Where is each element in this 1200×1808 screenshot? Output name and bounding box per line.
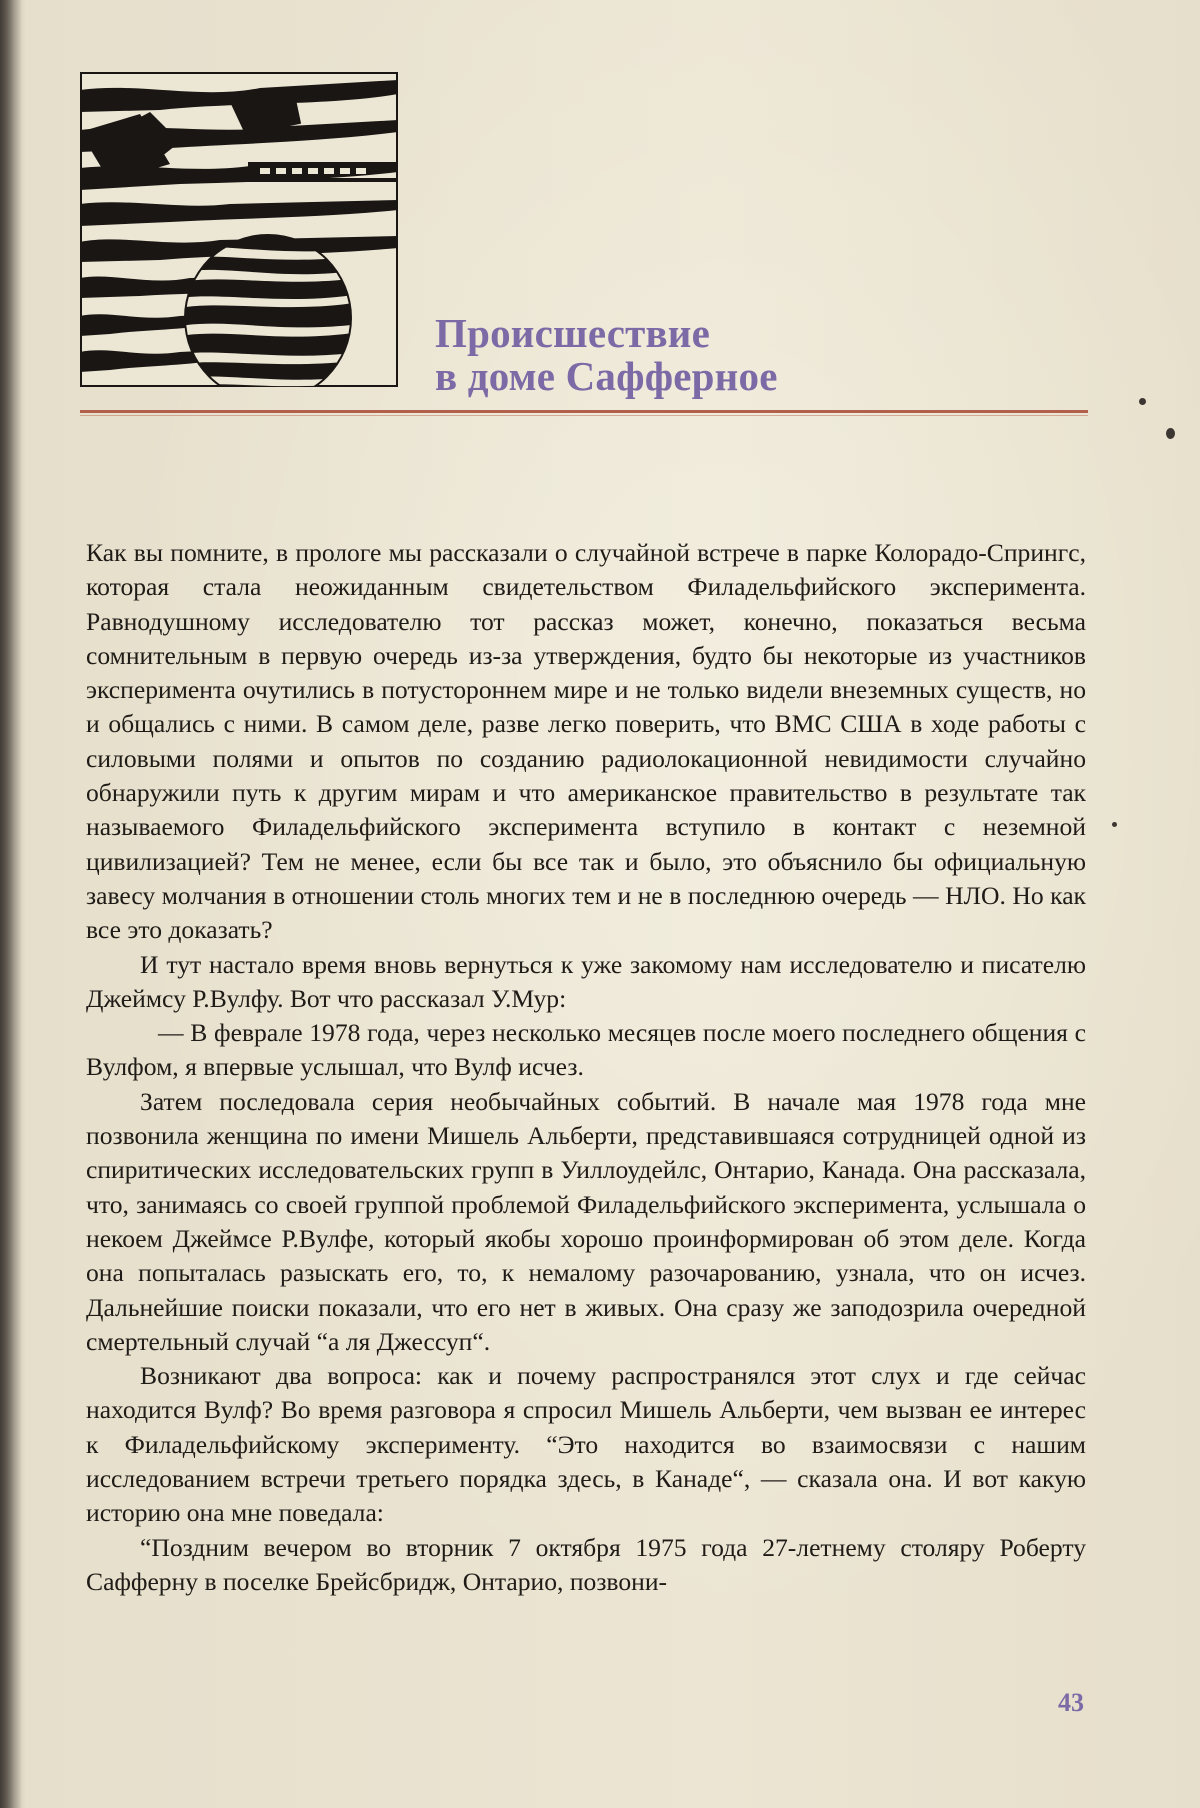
chapter-title: [435, 312, 778, 398]
paper-speck: [1139, 398, 1146, 405]
paragraph-4: Затем последовала серия необычайных событий. В начале мая 1978 года мне позвонила женщина по имени Мишель Альберти, представившаяся сотрудницей одной из спиритических исследовательских групп в Уиллоудейлс, Онтарио, Канада. Она рассказала, что, занимаясь со своей группой проблемой Филадельфийского эксперимента, услышала о некоем Джеймсе Р.Вулфе, который якобы хорошо проинформирован об этом деле. Когда она попыталась разыскать его, то, к немалому разочарованию, узнала, что он исчез. Дальнейшие поиски показали, что его нет в живых. Она сразу же заподозрила очередной смертельный случай “а ля Джессуп“.: [86, 1086, 1086, 1356]
paragraph-5: Возникают два вопроса: как и почему распространялся этот слух и где сейчас находится Вулф? Во время разговора я спросил Мишель Альберти, чем вызван ее интерес к Филадельфийскому эксперименту. “Это находится во взаимосвязи с нашим исследованием встречи третьего порядка здесь, в Канаде“, — сказала она. И вот какую историю она мне поведала:: [86, 1361, 1086, 1528]
chapter-body: [86, 536, 1086, 1599]
striped-planet-emblem-icon: [80, 72, 398, 387]
page-number: 43: [1058, 1688, 1084, 1717]
paragraph-6: “Поздним вечером во вторник 7 октября 1975 года 27-летнему столяру Роберту Сафферну в поселке Брейсбридж, Онтарио, позвони-: [86, 1532, 1086, 1596]
paragraph-2: И тут настало время вновь вернуться к уже закомому нам исследователю и писателю Джеймсу Р.Вулфу. Вот что рассказал У.Мур:: [86, 949, 1086, 1013]
paper-speck: [1166, 428, 1175, 439]
chapter-title-line-2: в доме Сафферное: [435, 353, 778, 399]
chapter-title-line-1: Происшествие: [435, 310, 711, 356]
paragraph-3-quote: — В феврале 1978 года, через несколько месяцев после моего последнего общения с Вулфом, я впервые услышал, что Вулф исчез.: [86, 1018, 1086, 1082]
paper-speck: [1112, 822, 1117, 827]
spine-shadow: [0, 0, 22, 1808]
title-divider: [80, 410, 1088, 413]
paragraph-1: Как вы помните, в прологе мы рассказали о случайной встрече в парке Колорадо-Спрингс, которая стала неожиданным свидетельством Филадельфийского эксперимента. Равнодушному исследователю тот рассказ может, конечно, показаться весьма сомнительным в первую очередь из-за утверждения, будто бы некоторые из участников эксперимента очутились в потустороннем мире и не только видели внеземных существ, но и общались с ними. В самом деле, разве легко поверить, что ВМС США в ходе работы с силовыми полями и опытов по созданию радиолокационной невидимости случайно обнаружили путь к другим мирам и что американское правительство в результате так называемого Филадельфийского эксперимента вступило в контакт с неземной цивилизацией? Тем не менее, если бы все так и было, это объяснило бы официальную завесу молчания в отношении столь многих тем и не в последнюю очередь — НЛО. Но как все это доказать?: [86, 538, 1086, 945]
title-divider-shadow: [80, 415, 1088, 416]
